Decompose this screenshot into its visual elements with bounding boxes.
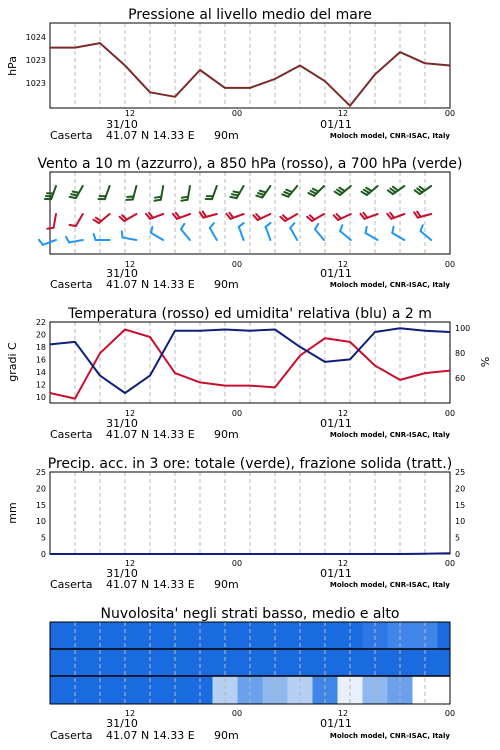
wind-barb-10-m xyxy=(340,225,351,240)
barb-staff xyxy=(54,214,56,228)
date-label: 31/10 xyxy=(106,417,138,430)
wind-barb-700-hPa xyxy=(181,186,190,201)
x-tick-label: 12 xyxy=(337,109,349,118)
location-coords: 41.07 N 14.33 E xyxy=(106,278,195,291)
precip-panel xyxy=(6,456,465,591)
temperature-frame xyxy=(50,322,450,403)
wind-barb-700-hPa xyxy=(155,186,164,201)
barb-feather xyxy=(420,225,422,231)
barb-feather xyxy=(313,189,319,192)
x-tick-label: 12 xyxy=(337,559,349,568)
cloud-cell-basso xyxy=(50,677,63,704)
barb-feather xyxy=(181,200,187,201)
pressure-xaxis xyxy=(106,109,455,131)
wind-barb-10-m xyxy=(210,223,217,240)
humidity-ylabel: % xyxy=(479,356,492,368)
precip-ytick-label: 15 xyxy=(35,500,46,510)
wind-barb-10-m xyxy=(290,223,297,240)
pressure-footer xyxy=(50,129,450,142)
x-tick-label: 12 xyxy=(337,709,349,718)
barb-feather xyxy=(155,200,161,201)
temperature-ytick-label: 20 xyxy=(35,330,46,340)
wind-barb-700-hPa xyxy=(230,186,243,198)
barb-feather xyxy=(210,223,214,228)
precip-ytick-label-right: 15 xyxy=(455,500,466,510)
pressure-title: Pressione al livello medio del mare xyxy=(128,7,372,23)
pressure-ytick-label: 1023 xyxy=(25,79,46,88)
location-coords: 41.07 N 14.33 E xyxy=(106,729,195,742)
wind-barb-10-m xyxy=(365,227,377,240)
x-tick-label: 00 xyxy=(444,709,456,718)
wind-xaxis xyxy=(106,260,455,280)
x-tick-label: 00 xyxy=(444,109,456,118)
wind-barb-850-hPa xyxy=(334,214,351,220)
wind-barb-700-hPa xyxy=(282,186,297,197)
pressure-ylabel: hPa xyxy=(6,56,19,76)
wind-barb-10-m xyxy=(266,223,271,240)
wind-barb-850-hPa xyxy=(47,214,56,229)
wind-barb-850-hPa xyxy=(200,212,217,218)
barb-feather xyxy=(232,194,238,195)
barb-staff xyxy=(181,229,190,240)
barb-feather xyxy=(266,223,271,227)
barb-staff xyxy=(420,231,431,240)
date-label: 31/10 xyxy=(106,267,138,280)
barb-feather xyxy=(70,225,76,226)
wind-barb-850-hPa xyxy=(93,214,109,223)
barb-staff xyxy=(43,240,56,245)
x-tick-label: 12 xyxy=(124,409,136,418)
x-tick-label: 00 xyxy=(231,409,243,418)
humidity-ytick-label: 60 xyxy=(455,374,466,384)
location-elevation: 90m xyxy=(214,129,239,142)
precip-frame xyxy=(50,472,450,554)
cloud-cell-basso xyxy=(438,677,451,704)
wind-barb-700-hPa xyxy=(335,186,351,195)
wind-barb-850-hPa xyxy=(146,213,163,219)
barb-feather xyxy=(182,197,188,198)
date-label: 01/11 xyxy=(320,267,352,280)
date-label: 31/10 xyxy=(106,567,138,580)
x-tick-label: 12 xyxy=(337,409,349,418)
x-tick-label: 00 xyxy=(231,709,243,718)
barb-feather xyxy=(239,223,244,227)
barb-feather xyxy=(258,193,264,195)
temperature-ytick-label: 10 xyxy=(35,392,46,402)
x-tick-label: 12 xyxy=(337,260,349,269)
cloud-panel xyxy=(50,606,455,742)
model-credit: Moloch model, CNR-ISAC, Italy xyxy=(329,281,450,289)
wind-barb-10-m xyxy=(122,231,137,240)
barb-feather xyxy=(365,227,366,233)
barb-feather xyxy=(39,240,43,245)
precip-ylabel: mm xyxy=(6,502,19,524)
x-tick-label: 00 xyxy=(444,559,456,568)
model-credit: Moloch model, CNR-ISAC, Italy xyxy=(329,132,450,140)
cloud-cell-alto xyxy=(438,622,451,649)
precip-footer xyxy=(50,578,450,591)
cloud-cell-medio xyxy=(50,649,63,676)
cloud-footer xyxy=(50,729,450,742)
date-label: 01/11 xyxy=(320,417,352,430)
wind-barb-850-hPa xyxy=(280,214,297,221)
precip-ytick-label: 5 xyxy=(40,533,46,543)
location-name: Caserta xyxy=(50,129,93,142)
x-tick-label: 00 xyxy=(231,260,243,269)
temperature-ytick-label: 12 xyxy=(35,380,46,390)
humidity-ytick-label: 100 xyxy=(455,324,471,334)
wind-barb-10-m xyxy=(392,227,404,240)
precip-ytick-label: 0 xyxy=(40,550,46,559)
humidity-ytick-label: 80 xyxy=(455,349,466,359)
barb-staff xyxy=(340,231,351,240)
pressure-ytick-label: 1023 xyxy=(25,56,46,65)
location-name: Caserta xyxy=(50,428,93,441)
barb-staff xyxy=(210,228,217,240)
x-tick-label: 12 xyxy=(124,260,136,269)
barb-staff xyxy=(392,233,404,240)
barb-feather xyxy=(70,197,76,198)
temperature-ytick-label: 18 xyxy=(35,342,46,352)
wind-barb-850-hPa xyxy=(307,214,324,221)
barb-feather xyxy=(181,224,184,229)
date-label: 01/11 xyxy=(320,717,352,730)
wind-barb-10-m xyxy=(420,225,431,240)
precip-ytick-label: 25 xyxy=(35,468,46,477)
barb-feather xyxy=(284,192,290,194)
barb-feather xyxy=(286,190,292,192)
wind-barb-850-hPa xyxy=(414,212,431,218)
wind-barb-10-m xyxy=(239,223,244,240)
wind-barb-10-m xyxy=(39,240,56,245)
temperature-ytick-label: 16 xyxy=(35,355,46,365)
barb-feather xyxy=(282,194,288,196)
x-tick-label: 00 xyxy=(231,109,243,118)
pressure-ytick-label: 1024 xyxy=(25,33,46,42)
location-name: Caserta xyxy=(50,578,93,591)
precip-ytick-label-right: 0 xyxy=(455,550,461,559)
barb-staff xyxy=(290,228,297,240)
precip-title: Precip. acc. in 3 ore: totale (verde), frazione solida (tratt.) xyxy=(47,456,453,472)
precip-ytick-label-right: 25 xyxy=(455,468,466,477)
x-tick-label: 00 xyxy=(444,260,456,269)
wind-barb-700-hPa xyxy=(415,186,432,194)
x-tick-label: 12 xyxy=(124,559,136,568)
barb-feather xyxy=(392,227,393,233)
wind-barb-850-hPa xyxy=(253,214,270,220)
x-tick-label: 12 xyxy=(124,709,136,718)
barb-staff xyxy=(365,233,377,240)
wind-barb-700-hPa xyxy=(126,186,136,200)
wind-footer xyxy=(50,278,450,291)
barb-feather xyxy=(73,192,79,193)
barb-feather xyxy=(308,193,314,196)
barb-feather xyxy=(155,197,161,198)
location-coords: 41.07 N 14.33 E xyxy=(106,578,195,591)
barb-feather xyxy=(260,191,266,193)
wind-barb-850-hPa xyxy=(387,213,404,219)
wind-barb-850-hPa xyxy=(173,213,190,219)
date-label: 01/11 xyxy=(320,118,352,131)
wind-barb-10-m xyxy=(151,227,163,240)
barb-feather xyxy=(230,197,236,198)
barb-staff xyxy=(315,229,324,240)
barb-staff xyxy=(151,233,163,240)
location-coords: 41.07 N 14.33 E xyxy=(106,428,195,441)
barb-staff xyxy=(239,227,244,240)
barb-feather xyxy=(290,223,294,228)
wind-barb-700-hPa xyxy=(70,186,83,198)
temperature-ytick-label: 14 xyxy=(35,367,46,377)
barb-feather xyxy=(315,224,318,229)
barb-feather xyxy=(151,227,152,233)
x-tick-label: 00 xyxy=(444,409,456,418)
temperature-ylabel: gradi C xyxy=(6,342,19,382)
temperature-panel xyxy=(6,306,492,441)
location-coords: 41.07 N 14.33 E xyxy=(106,129,195,142)
wind-barb-850-hPa xyxy=(227,213,244,219)
wind-barb-10-m xyxy=(181,224,190,240)
cloud-title: Nuvolosita' negli strati basso, medio e alto xyxy=(100,606,400,622)
precip-ytick-label-right: 20 xyxy=(455,484,466,494)
pressure-panel xyxy=(6,7,455,142)
barb-feather xyxy=(94,234,96,240)
wind-barb-700-hPa xyxy=(308,186,324,196)
wind-barb-700-hPa xyxy=(206,186,217,199)
temperature-title: Temperatura (rosso) ed umidita' relativa (blu) a 2 m xyxy=(68,306,432,322)
wind-barb-700-hPa xyxy=(256,186,270,197)
wind-barb-700-hPa xyxy=(388,186,405,194)
location-elevation: 90m xyxy=(214,278,239,291)
model-credit: Moloch model, CNR-ISAC, Italy xyxy=(329,732,450,740)
wind-barb-10-m xyxy=(94,234,110,240)
barb-staff xyxy=(266,227,271,240)
location-elevation: 90m xyxy=(214,578,239,591)
precip-line xyxy=(50,553,450,554)
barb-feather xyxy=(256,196,262,198)
barb-feather xyxy=(233,192,239,193)
location-name: Caserta xyxy=(50,278,93,291)
temperature-xaxis xyxy=(106,409,455,430)
location-name: Caserta xyxy=(50,729,93,742)
temperature-ytick-label: 22 xyxy=(35,318,46,327)
cloud-xaxis xyxy=(106,709,455,730)
precip-ytick-label-right: 5 xyxy=(455,533,461,543)
date-label: 31/10 xyxy=(106,717,138,730)
cloud-cell-alto xyxy=(50,622,63,649)
wind-barb-10-m xyxy=(315,224,324,240)
barb-feather xyxy=(71,194,77,195)
date-label: 01/11 xyxy=(320,567,352,580)
barb-feather xyxy=(122,231,123,237)
model-credit: Moloch model, CNR-ISAC, Italy xyxy=(329,581,450,589)
x-tick-label: 00 xyxy=(231,559,243,568)
x-tick-label: 12 xyxy=(124,109,136,118)
barb-feather xyxy=(47,228,53,229)
wind-barb-10-m xyxy=(66,237,83,243)
wind-panel xyxy=(37,156,462,291)
barb-staff xyxy=(69,240,83,242)
wind-title: Vento a 10 m (azzurro), a 850 hPa (rosso), a 700 hPa (verde) xyxy=(37,156,463,172)
cloud-cell-medio xyxy=(438,649,451,676)
precip-ytick-label: 10 xyxy=(35,517,46,527)
location-elevation: 90m xyxy=(214,729,239,742)
barb-feather xyxy=(311,191,317,194)
date-label: 31/10 xyxy=(106,118,138,131)
model-credit: Moloch model, CNR-ISAC, Italy xyxy=(329,431,450,439)
barb-staff xyxy=(123,238,137,240)
barb-feather xyxy=(66,237,69,243)
location-elevation: 90m xyxy=(214,428,239,441)
precip-ytick-label-right: 10 xyxy=(455,517,466,527)
wind-barb-850-hPa xyxy=(70,214,83,226)
barb-staff xyxy=(76,214,83,226)
precip-xaxis xyxy=(106,559,455,580)
wind-barb-850-hPa xyxy=(120,214,137,221)
barb-feather xyxy=(340,225,342,231)
temperature-footer xyxy=(50,428,450,441)
precip-ytick-label: 20 xyxy=(35,484,46,494)
